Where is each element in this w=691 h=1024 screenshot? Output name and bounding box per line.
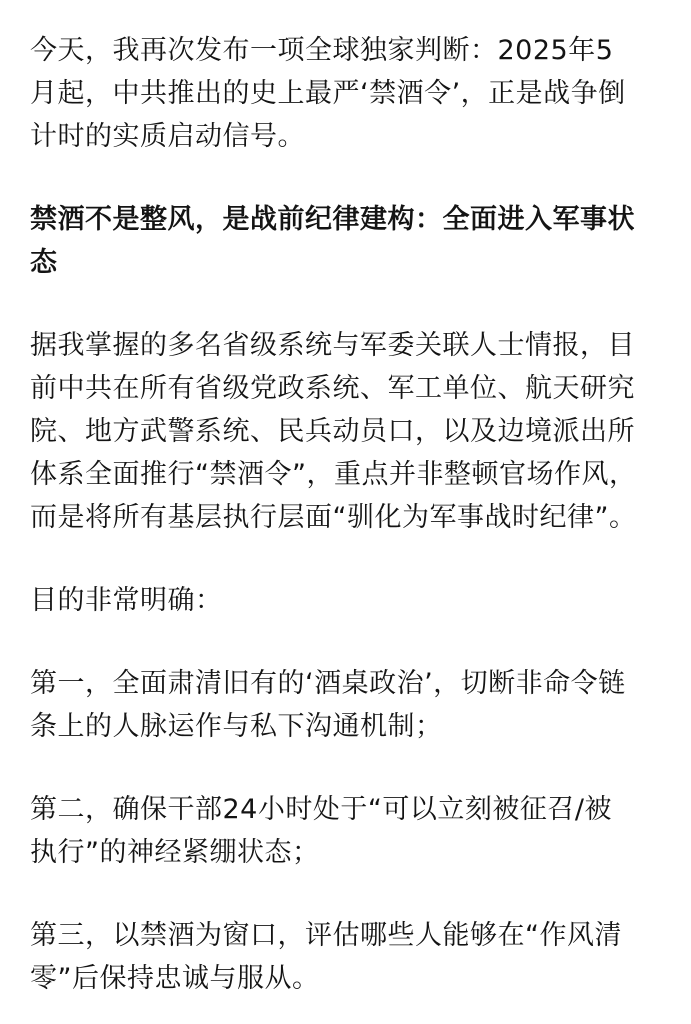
text-line: 今天，我再次发布一项全球独家判断：2025年5 bbox=[30, 35, 614, 66]
text-line: 体系全面推行“禁酒令”，重点并非整顿官场作风， bbox=[30, 459, 637, 490]
text-line: 月起，中共推出的史上最严‘禁酒令’，正是战争倒 bbox=[30, 78, 626, 109]
text-line: 计时的实质启动信号。 bbox=[30, 121, 305, 152]
paragraph-point-3 bbox=[30, 914, 670, 1000]
article-body bbox=[30, 29, 670, 1000]
text-line: 而是将所有基层执行层面“驯化为军事战时纪律”。 bbox=[30, 502, 637, 533]
paragraph-intro bbox=[30, 29, 670, 158]
paragraph-gap bbox=[30, 622, 670, 662]
paragraph-gap bbox=[30, 874, 670, 914]
text-line: 第二，确保干部24小时处于“可以立刻被征召/被 bbox=[30, 794, 612, 825]
text-line: 院、地方武警系统、民兵动员口，以及边境派出所 bbox=[30, 416, 635, 447]
text-line: 零”后保持忠诚与服从。 bbox=[30, 963, 320, 994]
text-line: 前中共在所有省级党政系统、军工单位、航天研究 bbox=[30, 373, 635, 404]
text-line: 条上的人脉运作与私下沟通机制； bbox=[30, 711, 443, 742]
section-heading bbox=[30, 198, 670, 284]
text-line: 据我掌握的多名省级系统与军委关联人士情报，目 bbox=[30, 330, 635, 361]
paragraph-point-1 bbox=[30, 662, 670, 748]
text-line: 目的非常明确： bbox=[30, 585, 223, 616]
paragraph-purpose bbox=[30, 579, 670, 622]
paragraph-gap bbox=[30, 748, 670, 788]
text-line: 执行”的神经紧绷状态； bbox=[30, 837, 320, 868]
paragraph-gap bbox=[30, 158, 670, 198]
paragraph-intel bbox=[30, 324, 670, 539]
paragraph-gap bbox=[30, 539, 670, 579]
paragraph-point-2 bbox=[30, 788, 670, 874]
heading-line: 禁酒不是整风，是战前纪律建构：全面进入军事状 bbox=[30, 204, 635, 235]
heading-line: 态 bbox=[30, 247, 58, 278]
text-line: 第一，全面肃清旧有的‘酒桌政治’，切断非命令链 bbox=[30, 668, 626, 699]
text-line: 第三，以禁酒为窗口，评估哪些人能够在“作风清 bbox=[30, 920, 622, 951]
paragraph-gap bbox=[30, 284, 670, 324]
